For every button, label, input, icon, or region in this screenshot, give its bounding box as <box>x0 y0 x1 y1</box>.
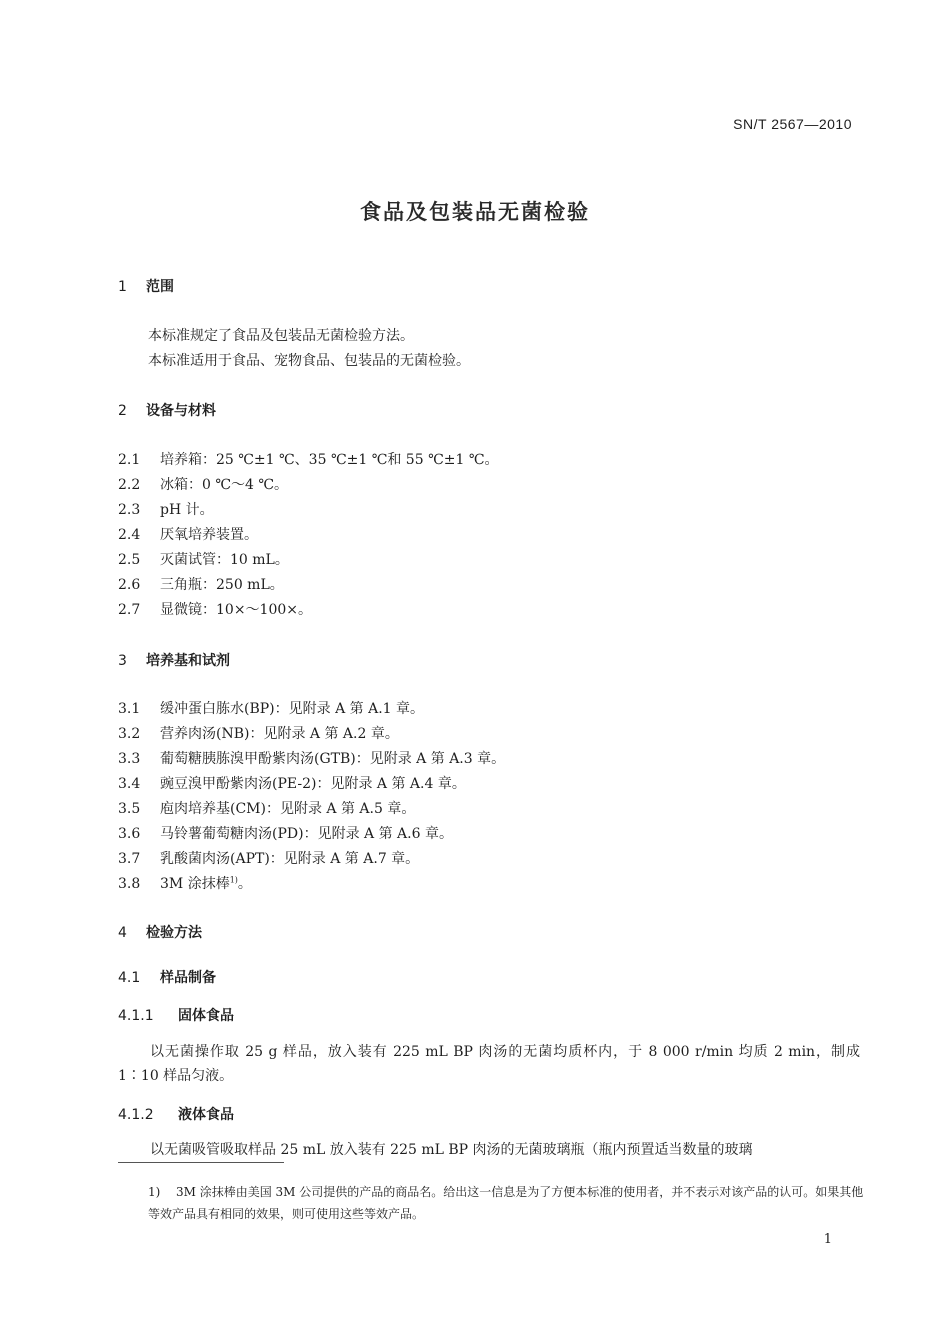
list-item: 3.3 葡萄糖胰胨溴甲酚紫肉汤(GTB)：见附录 A 第 A.3 章。 <box>118 751 506 767</box>
list-item: 2.2 冰箱：0 ℃～4 ℃。 <box>118 477 289 493</box>
section-number: 4.1.2 <box>118 1107 154 1123</box>
section-number: 3 <box>118 653 127 669</box>
section-title: 样品制备 <box>160 970 216 986</box>
paragraph: 以无菌操作取 25 g 样品，放入装有 225 mL BP 肉汤的无菌均质杯内，于 8 000 r/min 均质 2 min，制成 1∶10 样品匀液。 <box>118 1044 860 1084</box>
section-number: 4.1.1 <box>118 1008 154 1024</box>
footnote-number: 1) <box>148 1185 161 1199</box>
list-item: 2.1 培养箱：25 ℃±1 ℃、35 ℃±1 ℃和 55 ℃±1 ℃。 <box>118 452 499 468</box>
section-number: 2 <box>118 403 127 419</box>
list-item: 3.2 营养肉汤(NB)：见附录 A 第 A.2 章。 <box>118 726 399 742</box>
section-title: 固体食品 <box>178 1008 234 1024</box>
list-item: 2.5 灭菌试管：10 mL。 <box>118 552 289 568</box>
section-title: 液体食品 <box>178 1107 234 1123</box>
subsection-4-1-heading <box>118 967 216 987</box>
list-item: 2.6 三角瓶：250 mL。 <box>118 577 284 593</box>
subsection-4-1-1-heading <box>118 1005 234 1025</box>
section-title: 检验方法 <box>146 925 202 941</box>
section-3-heading <box>118 650 230 670</box>
section-title: 范围 <box>146 279 174 295</box>
standard-number: SN/T 2567—2010 <box>733 116 852 132</box>
list-item: 2.3 pH 计。 <box>118 502 214 518</box>
section-2-heading <box>118 400 216 420</box>
list-item: 3.4 豌豆溴甲酚紫肉汤(PE-2)：见附录 A 第 A.4 章。 <box>118 776 466 792</box>
page-number: 1 <box>823 1232 832 1247</box>
subsection-4-1-2-heading <box>118 1104 234 1124</box>
list-item: 2.4 厌氧培养装置。 <box>118 527 258 543</box>
footnote <box>148 1181 868 1225</box>
footnote-marker: 1) <box>229 875 238 885</box>
section-title: 培养基和试剂 <box>146 653 230 669</box>
paragraph: 本标准适用于食品、宠物食品、包装品的无菌检验。 <box>148 353 470 369</box>
section-1-heading <box>118 276 174 296</box>
paragraph: 本标准规定了食品及包装品无菌检验方法。 <box>148 328 414 344</box>
list-item: 3.6 马铃薯葡萄糖肉汤(PD)：见附录 A 第 A.6 章。 <box>118 826 453 842</box>
footnote-text: 3M 涂抹棒由美国 3M 公司提供的产品的商品名。给出这一信息是为了方便本标准的使用者，并不表示对该产品的认可。如果其他等效产品具有相同的效果，则可使用这些等效产品。 <box>148 1185 864 1221</box>
list-item: 3.7 乳酸菌肉汤(APT)：见附录 A 第 A.7 章。 <box>118 851 420 867</box>
list-item: 3.5 庖肉培养基(CM)：见附录 A 第 A.5 章。 <box>118 801 416 817</box>
list-item: 3.1 缓冲蛋白胨水(BP)：见附录 A 第 A.1 章。 <box>118 701 425 717</box>
section-number: 1 <box>118 279 127 295</box>
page-title: 食品及包装品无菌检验 <box>360 199 590 224</box>
list-item: 2.7 显微镜：10×～100×。 <box>118 602 312 618</box>
list-item: 3.8 3M 涂抹棒$^{1)}$。 <box>118 875 252 892</box>
section-number: 4 <box>118 925 127 941</box>
section-4-heading <box>118 922 202 942</box>
paragraph: 以无菌吸管吸取样品 25 mL 放入装有 225 mL BP 肉汤的无菌玻璃瓶（瓶内预置适当数量的玻璃 <box>150 1142 753 1158</box>
section-title: 设备与材料 <box>146 403 216 419</box>
section-number: 4.1 <box>118 970 141 986</box>
footnote-divider <box>118 1162 284 1163</box>
